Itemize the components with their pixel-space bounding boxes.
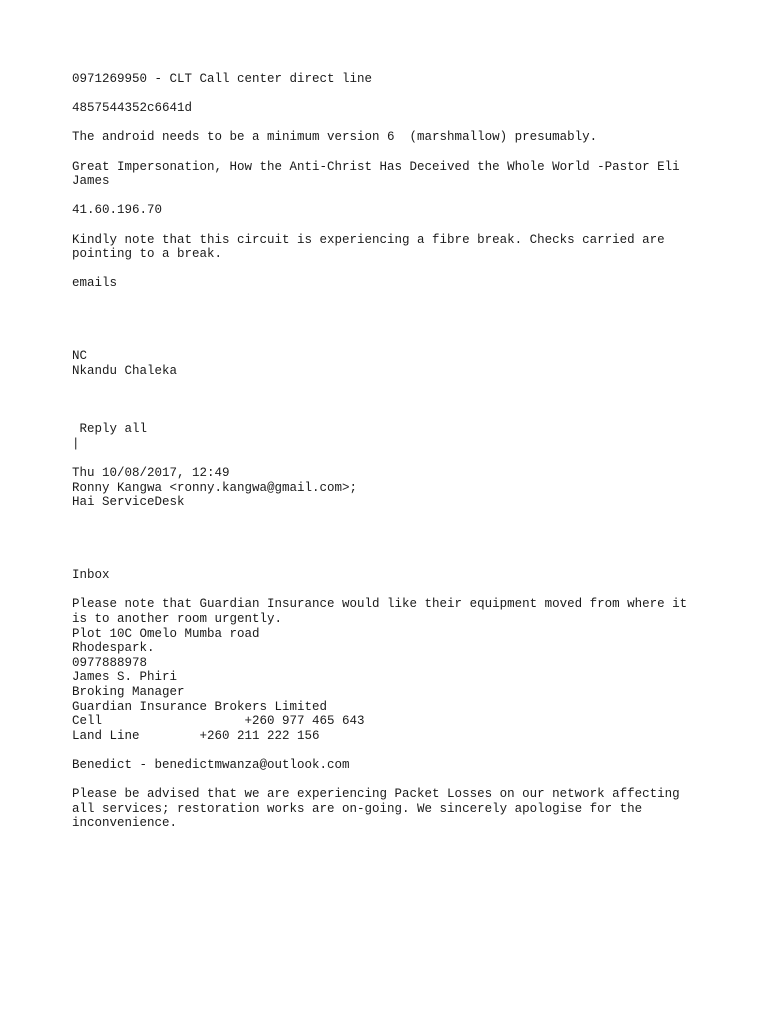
text-line: all services; restoration works are on-going. We sincerely apologise for the: [72, 801, 643, 816]
text-line: |: [72, 436, 80, 451]
blank-line: [72, 451, 702, 466]
text-line: 41.60.196.70: [72, 203, 163, 218]
text-line: Rhodespark.: [72, 641, 155, 656]
blank-line: [72, 393, 702, 408]
text-line: is to another room urgently.: [72, 611, 283, 626]
blank-line: [72, 554, 702, 569]
blank-line: [72, 510, 702, 525]
blank-line: [72, 218, 702, 233]
text-line: NC: [72, 349, 88, 364]
blank-line: [72, 743, 702, 758]
text-line: Guardian Insurance Brokers Limited: [72, 699, 328, 714]
text-line: inconvenience.: [72, 816, 178, 831]
blank-line: [72, 116, 702, 131]
text-line: 0977888978: [72, 655, 148, 670]
blank-line: [72, 262, 702, 277]
text-line: Inbox: [72, 568, 110, 583]
blank-line: [72, 583, 702, 598]
blank-line: [72, 408, 702, 423]
blank-line: [72, 335, 702, 350]
text-line: James: [72, 174, 110, 189]
text-line: Hai ServiceDesk: [72, 495, 185, 510]
text-line: 0971269950 - CLT Call center direct line: [72, 72, 373, 86]
text-line: Please be advised that we are experiencing Packet Losses on our network affecting: [72, 787, 680, 802]
text-line: Nkandu Chaleka: [72, 363, 178, 378]
blank-line: [72, 378, 702, 393]
text-line: Ronny Kangwa <ronny.kangwa@gmail.com>;: [72, 480, 358, 495]
text-line: pointing to a break.: [72, 247, 223, 262]
text-line: emails: [72, 276, 118, 291]
blank-line: [72, 539, 702, 554]
text-line: James S. Phiri: [72, 670, 178, 685]
blank-line: [72, 524, 702, 539]
blank-line: [72, 189, 702, 204]
blank-line: [72, 320, 702, 335]
blank-line: [72, 87, 702, 102]
text-line: Benedict - benedictmwanza@outlook.com: [72, 757, 350, 772]
blank-line: [72, 306, 702, 321]
blank-line: [72, 291, 702, 306]
text-line: Kindly note that this circuit is experiencing a fibre break. Checks carried are: [72, 232, 665, 247]
text-line: Great Impersonation, How the Anti-Christ Has Deceived the Whole World -Pastor Eli: [72, 159, 680, 174]
text-line: Cell +260 977 465 643: [72, 714, 365, 729]
text-line: The android needs to be a minimum version 6 (marshmallow) presumably.: [72, 130, 598, 145]
text-line: Thu 10/08/2017, 12:49: [72, 466, 230, 481]
blank-line: [72, 773, 702, 788]
document-body: [72, 72, 702, 831]
text-line: Please note that Guardian Insurance would like their equipment moved from where it: [72, 597, 688, 612]
blank-line: [72, 145, 702, 160]
text-line: Plot 10C Omelo Mumba road: [72, 626, 260, 641]
text-line: Land Line +260 211 222 156: [72, 728, 320, 743]
text-line: Reply all: [72, 422, 148, 437]
text-line: Broking Manager: [72, 684, 185, 699]
text-line: 4857544352c6641d: [72, 101, 193, 116]
